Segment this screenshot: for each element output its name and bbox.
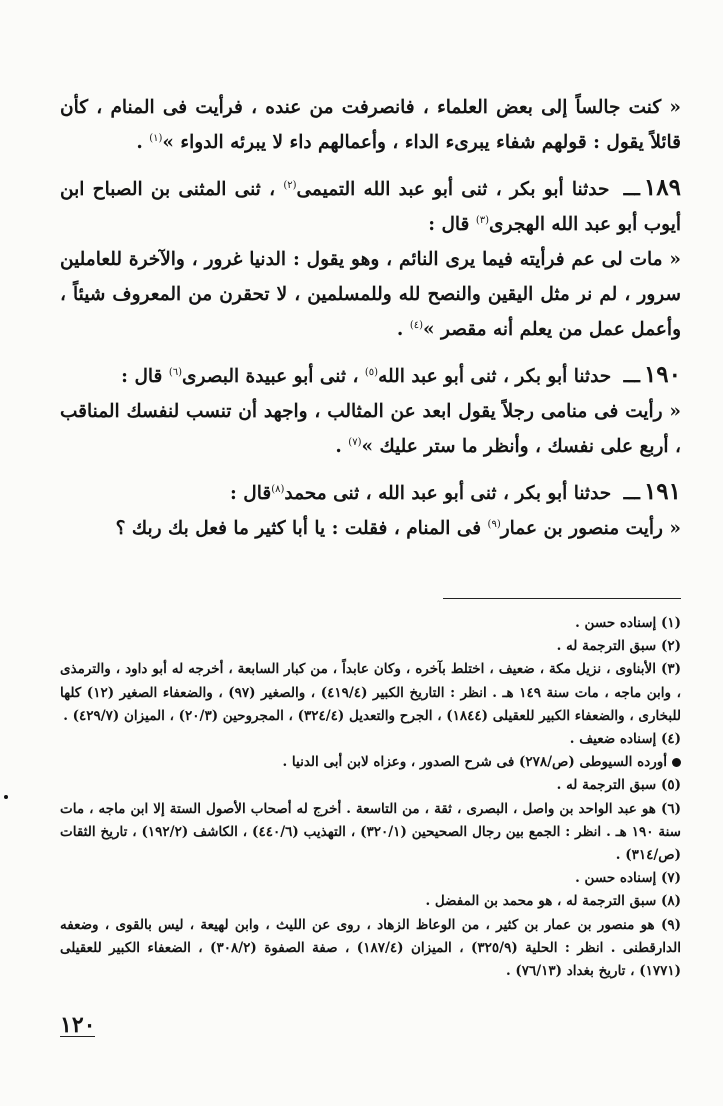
- page-number: ١٢٠: [60, 1012, 96, 1038]
- main-text: [60, 90, 681, 546]
- footnote-ref: (٢): [283, 179, 297, 191]
- dash: ـــ: [623, 366, 640, 387]
- footnote-ref: (٦): [168, 366, 182, 378]
- footnote-ref: (٩): [487, 518, 501, 530]
- quote-text: « رأيت منصور بن عمار: [500, 518, 681, 539]
- isnad-text: ، ثنى أبو عبيدة البصرى: [182, 366, 359, 387]
- isnad-text: قال :: [428, 214, 476, 235]
- hadith-number: ١٨٩: [643, 174, 681, 201]
- footnote-5: (٥) سبق الترجمة له .: [556, 777, 681, 794]
- hadith-190-heading: [60, 357, 681, 394]
- footnote-8: (٨) سبق الترجمة له ، هو محمد بن المفضل .: [425, 893, 681, 910]
- hadith-number: ١٩١: [643, 478, 681, 505]
- margin-mark: [4, 795, 8, 799]
- hadith-189-heading: [60, 170, 681, 242]
- paragraph-quote-189: [60, 242, 681, 347]
- page-body: [60, 90, 681, 546]
- footnote-1: (١) إسناده حسن .: [575, 615, 681, 631]
- footnote-4-note: [60, 751, 681, 774]
- isnad-text: حدثنا أبو بكر ، ثنى أبو عبد الله التميمى: [296, 179, 610, 200]
- footnote-7: (٧) إسناده حسن .: [575, 870, 681, 887]
- footnote-separator: [443, 598, 681, 599]
- footnote-note-text: أورده السيوطى (ص/٢٧٨) فى شرح الصدور ، وعزاه لابن أبى الدنيا .: [282, 754, 667, 771]
- footnote-3: (٣) الأبناوى ، نزيل مكة ، ضعيف ، اختلط بآخره ، وكان عابداً ، من كبار السابعة ، أخرجه له أبو داود ، والترمذى ، وابن ماجه ، مات سنة ١٤٩ هـ . انظر : التاريخ الكبير (٤١٩/٤) ، والصغير (٩٧) ، والضعفاء الصغير (١٢) كلها للبخارى ، والضعفاء الكبير للعقيلى (١٨٤٤) ، الجرح والتعديل (٣٢٤/٤) ، المجروحين (٢٠/٣) ، الميزان (٤٢٩/٧) .: [60, 661, 681, 724]
- isnad-text: حدثنا أبو بكر ، ثنى أبو عبد الله ، ثنى محمد: [284, 483, 612, 504]
- footnote-2: (٢) سبق الترجمة له .: [556, 638, 681, 655]
- quote-text: « مات لى عم فرأيته فيما يرى النائم ، وهو يقول : الدنيا غرور ، والآخرة للعاملين سرور ، لم نر مثل اليقين والنصح لله وللمسلمين ، لا تحقرن من المعروف شيئاً ، وأعمل عمل من يعلم أنه مقصر »: [60, 249, 681, 340]
- paragraph-quote-188: [60, 90, 681, 160]
- hadith-191-heading: [60, 474, 681, 511]
- quote-text: فى المنام ، فقلت : يا أبا كثير ما فعل بك ربك ؟: [115, 518, 488, 539]
- footnote-ref: (٧): [348, 436, 362, 448]
- quote-text: « كنت جالساً إلى بعض العلماء ، فانصرفت من عنده ، فرأيت فى المنام ، كأن قائلاً يقول : قولهم شفاء يبرىء الداء ، وأعمالهم داء لا يبرئه الدواء »: [60, 97, 681, 153]
- hadith-number: ١٩٠: [643, 361, 681, 388]
- punctuation: .: [335, 436, 349, 457]
- dash: ـــ: [623, 483, 640, 504]
- quote-text: « رأيت فى منامى رجلاً يقول ابعد عن المثالب ، واجهد أن تنسب لنفسك المناقب ، أربع على نفسك ، وأنظر ما ستر عليك »: [60, 401, 681, 457]
- isnad-text: حدثنا أبو بكر ، ثنى أبو عبد الله: [378, 366, 612, 387]
- dash: ـــ: [623, 179, 640, 200]
- paragraph-quote-191: [60, 511, 681, 546]
- bullet-icon: [672, 758, 681, 767]
- paragraph-quote-190: [60, 394, 681, 464]
- isnad-text: قال :: [121, 366, 169, 387]
- punctuation: .: [136, 132, 150, 153]
- isnad-text: قال :: [229, 483, 272, 504]
- footnote-ref: (٨): [271, 483, 285, 495]
- footnote-9: (٩) هو منصور بن عمار بن كثير ، من الوعاظ الزهاد ، روى عن الليث ، وابن لهيعة ، ليس بالقوى ، وضعفه الدارقطنى . انظر : الحلية (٣٢٥/٩) ، الميزان (١٨٧/٤) ، صفة الصفوة (٣٠٨/٢) ، الضعفاء الكبير للعقيلى (١٧٧١) ، تاريخ بغداد (٧٦/١٣) .: [60, 916, 681, 980]
- footnote-4: (٤) إسناده ضعيف .: [569, 731, 681, 748]
- footnote-ref: (٥): [364, 366, 379, 378]
- footnotes: [60, 612, 681, 983]
- footnote-ref: (٣): [475, 214, 490, 226]
- footnote-ref: (٤): [409, 319, 423, 331]
- isnad-text: ، ثنى المثنى بن الصباح ابن أيوب أبو عبد الله الهجرى: [60, 179, 681, 235]
- punctuation: .: [396, 319, 410, 340]
- footnote-6: (٦) هو عبد الواحد بن واصل ، البصرى ، ثقة ، من التاسعة . أخرج له أصحاب الأصول الستة إلا ابن ماجه ، مات سنة ١٩٠ هـ . انظر : الجمع بين رجال الصحيحين (٣٢٠/١) ، التهذيب (٤٤٠/٦) ، الكاشف (١٩٢/٢) ، تاريخ الثقات (ص/٣١٤) .: [60, 800, 681, 864]
- footnote-ref: (١): [149, 132, 163, 144]
